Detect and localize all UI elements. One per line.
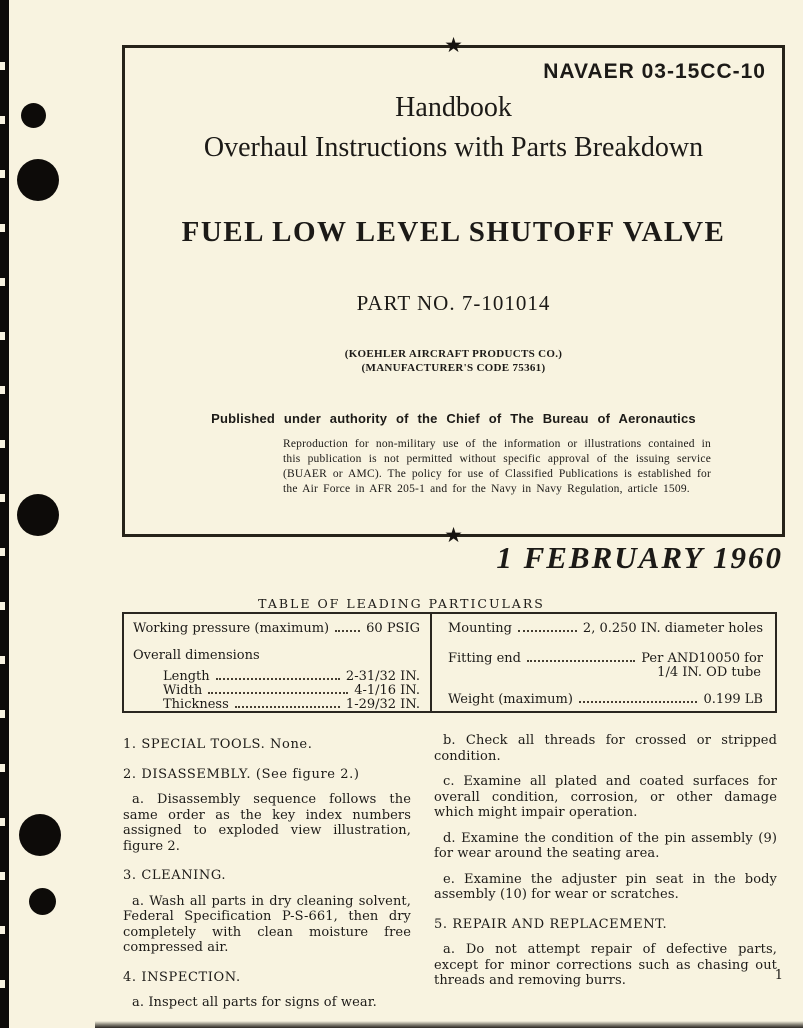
punch-hole-dot [17,159,59,201]
dot-leader [527,652,635,662]
reproduction-notice: Reproduction for non-military use of the information or illustrations contained in this publication is not permitted without specific approval of the issuing service (BUAER or AMC). The policy for use of Classified Publications is established for the Air Force in AFR 205-1 and for the Navy in Navy Regulation, article 1509. [283,438,711,495]
section-heading: 2. DISASSEMBLY. (See figure 2.) [123,766,360,782]
body-column-right [434,733,777,989]
title-box [122,33,785,547]
row-label: Width [163,683,203,698]
punch-hole-dot [17,494,59,536]
issue-date: 1 FEBRUARY 1960 [496,540,783,575]
page-number: 1 [774,968,783,983]
table-row [448,693,763,707]
particulars-title: TABLE OF LEADING PARTICULARS [258,596,545,611]
section-paragraph: e. Examine the adjuster pin seat in the body assembly (10) for wear or scratches. [434,871,777,902]
dot-leader [235,698,340,708]
main-title: FUEL LOW LEVEL SHUTOFF VALVE [181,216,726,248]
dot-leader [579,693,698,703]
section-paragraph: a. Disassembly sequence follows the same order as the key index numbers assigned to exploded view illustration, figure 2. [123,792,411,854]
table-row [133,670,420,684]
row-value: Per AND10050 for [641,651,763,666]
section-paragraph: b. Check all threads for crossed or stripped condition. [434,733,777,764]
section-heading: 3. CLEANING. [123,868,227,883]
scan-edge-shadow [95,1021,803,1028]
section-paragraph: c. Examine all plated and coated surfaces for overall condition, corrosion, or other damage which might impair operation. [434,774,777,820]
part-number: PART NO. 7-101014 [356,291,551,315]
manufacturer-name: (KOEHLER AIRCRAFT PRODUCTS CO.) [344,348,563,360]
section-heading: 5. REPAIR AND REPLACEMENT. [434,916,668,932]
row-label: Mounting [448,621,512,636]
dot-leader [335,622,360,632]
table-row [448,652,763,666]
dot-leader [518,622,577,632]
row-label: Working pressure (maximum) [133,621,330,636]
doc-number: NAVAER 03-15CC-10 [543,60,766,83]
table-row [448,622,763,636]
section-paragraph: d. Examine the condition of the pin assembly (9) for wear around the seating area. [434,830,777,861]
punch-hole-dot [29,888,56,915]
punch-hole-dot [19,814,61,856]
dot-leader [216,670,340,680]
star-icon: ★ [444,523,463,547]
manufacturer-lines [125,347,782,375]
dot-leader [208,684,348,694]
row-value: 2, 0.250 IN. diameter holes [582,621,763,636]
table-row [133,698,420,712]
star-icon: ★ [444,33,463,57]
row-value: 1-29/32 IN. [345,697,420,712]
row-label: Thickness [163,697,229,712]
table-row [133,684,420,698]
particulars-right-cell [432,614,775,711]
manufacturer-code: (MANUFACTURER'S CODE 75361) [361,362,546,374]
row-value: 4-1/16 IN. [354,683,420,698]
punch-hole-dot [21,103,46,128]
row-value-continued: 1/4 IN. OD tube [657,665,761,680]
handbook-subtitle: Overhaul Instructions with Parts Breakdown [203,132,704,163]
table-row [133,649,420,663]
particulars-left-cell [124,614,432,711]
row-label: Length [163,669,210,684]
binding-strip [0,0,9,1028]
section-heading: 1. SPECIAL TOOLS. None. [123,737,313,752]
section-paragraph: a. Inspect all parts for signs of wear. [132,995,377,1010]
row-label: Overall dimensions [133,648,260,663]
authority-line: Published under authority of the Chief of The Bureau of Aeronautics [211,411,696,426]
row-value: 2-31/32 IN. [345,669,420,684]
section-paragraph: a. Do not attempt repair of defective parts, except for minor corrections such as chasing out threads and removing burrs. [434,942,777,988]
section-paragraph: a. Wash all parts in dry cleaning solvent, Federal Specification P-S-661, then dry completely with clean moisture free compressed air. [123,893,411,955]
handbook-title: Handbook [395,92,512,123]
section-heading: 4. INSPECTION. [123,969,241,985]
table-row [133,622,420,636]
row-label: Fitting end [448,651,521,666]
row-value: 0.199 LB [703,692,763,707]
row-label: Weight (maximum) [448,692,573,707]
row-value: 60 PSIG [366,621,420,636]
body-column-left [123,737,411,1011]
particulars-table [122,612,777,713]
